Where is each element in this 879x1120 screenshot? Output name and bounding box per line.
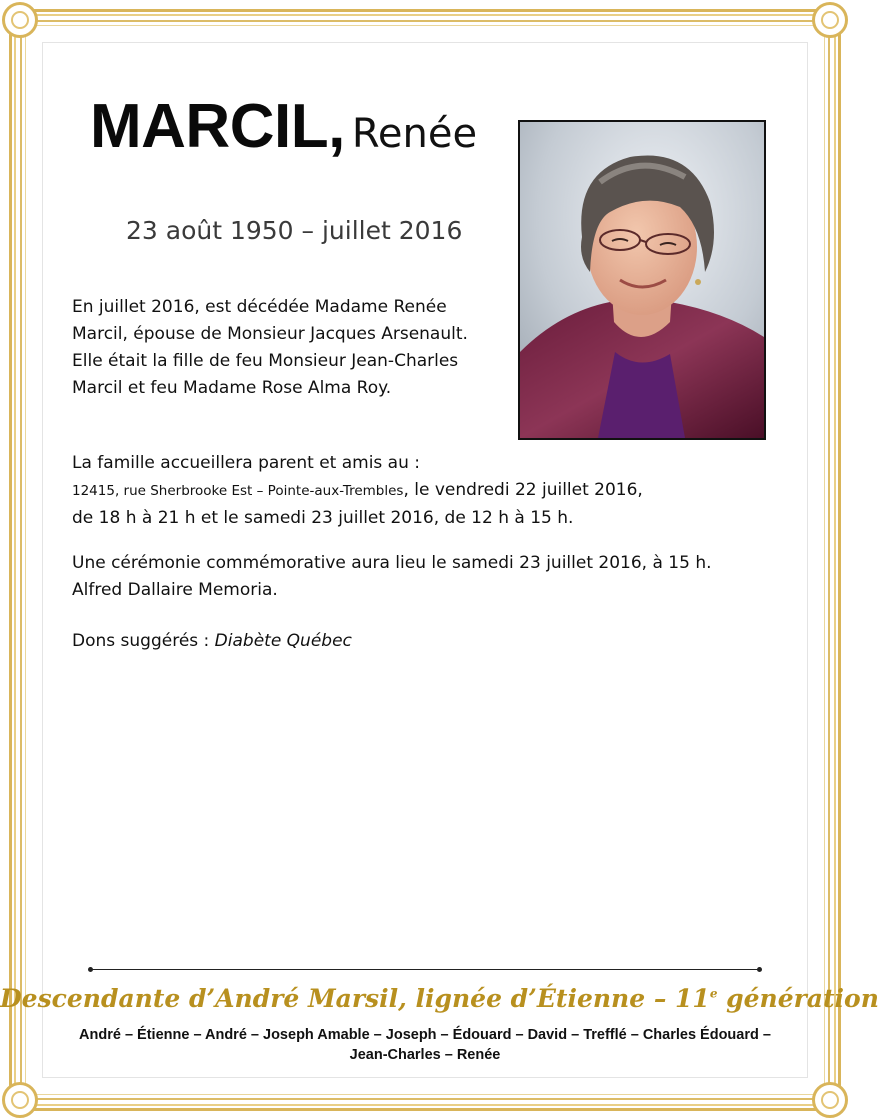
text-line: de 18 h à 21 h et le samedi 23 juillet 2016, de 12 h à 15 h. (72, 508, 574, 528)
donations-info (72, 628, 772, 655)
corner-ornament-icon (2, 1082, 38, 1118)
visitation-date: , le vendredi 22 juillet 2016, (403, 480, 643, 500)
lineage-names (60, 1025, 790, 1065)
text-line: Une cérémonie commémorative aura lieu le samedi 23 juillet 2016, à 15 h. (72, 553, 712, 573)
donations-organization: Diabète Québec (214, 631, 352, 651)
lineage-line: André – Étienne – André – Joseph Amable – Joseph – Édouard – David – Trefflé – Charles Édouard – (79, 1027, 771, 1043)
donations-label: Dons suggérés : (72, 631, 215, 651)
corner-ornament-icon (812, 2, 848, 38)
lineage-title-text: Descendante d’André Marsil, lignée d’Étienne – 11 (0, 984, 710, 1013)
lineage-line: Jean-Charles – Renée (349, 1047, 501, 1063)
text-line: En juillet 2016, est décédée Madame Renée (72, 297, 447, 317)
text-line (72, 477, 772, 505)
text-line: Elle était la fille de feu Monsieur Jean-Charles (72, 351, 459, 371)
visitation-info (72, 450, 772, 532)
corner-ornament-icon (812, 1082, 848, 1118)
text-line: Marcil et feu Madame Rose Alma Roy. (72, 378, 392, 398)
funeral-home-address: 12415, rue Sherbrooke Est – Pointe-aux-Trembles (72, 483, 404, 499)
divider-line (90, 969, 760, 970)
text-line: Alfred Dallaire Memoria. (72, 580, 278, 600)
obituary-paragraph (72, 294, 492, 402)
life-dates: 23 août 1950 – juillet 2016 (126, 216, 463, 245)
portrait-photo (518, 120, 766, 440)
first-name: Renée (351, 111, 478, 157)
lineage-title-end: génération (717, 984, 879, 1013)
corner-ornament-icon (2, 2, 38, 38)
portrait-illustration (520, 122, 764, 438)
text-line: Marcil, épouse de Monsieur Jacques Arsenault. (72, 324, 468, 344)
obituary-title (90, 92, 478, 161)
ordinal-superscript: e (709, 986, 718, 1001)
text-line: La famille accueillera parent et amis au : (72, 453, 421, 473)
ceremony-info (72, 550, 772, 604)
surname: MARCIL, (90, 92, 345, 161)
lineage-title (0, 984, 879, 1013)
